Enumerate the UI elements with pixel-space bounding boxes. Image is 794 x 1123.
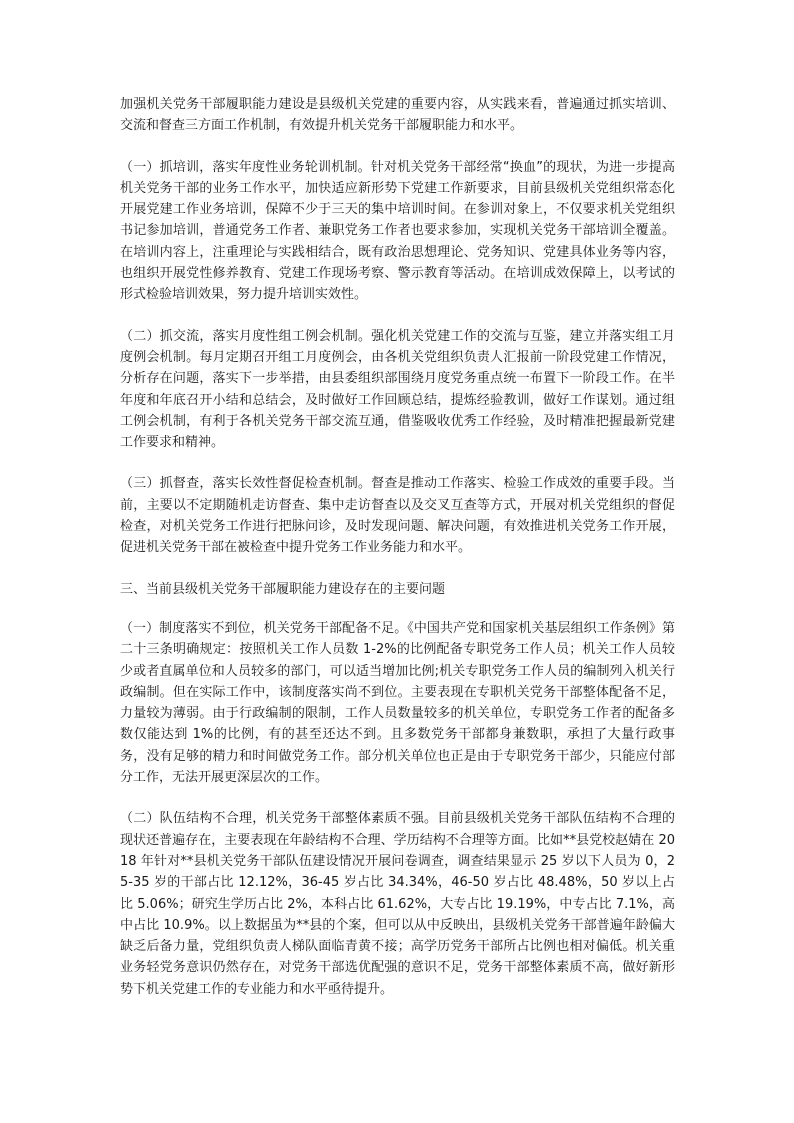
- intro-paragraph: 加强机关党务干部履职能力建设是县级机关党建的重要内容，从实践来看，普遍通过抓实培训、交流和督查三方面工作机制，有效提升机关党务干部履职能力和水平。: [120, 97, 675, 134]
- structure-problem-paragraph: （二）队伍结构不合理，机关党务干部整体素质不强。目前县级机关党务干部队伍结构不合理的现状还普遍存在，主要表现在年龄结构不合理、学历结构不合理等方面。比如**县党校赵婧在 2018 年针对**县机关党务干部队伍建设情况开展问卷调查，调查结果显示 25 岁以下人员为 0，25-35 岁的干部占比 12.12%，36-45 岁占比 34.34%，46-50 岁占比 48.48%，50 岁以上占比 5.06%；研究生学历占比 2%，本科占比 61.62%，大专占比 19.19%，中专占比 7.1%，高中占比 10.9%。以上数据虽为**县的个案，但可以从中反映出，县级机关党务干部普遍年龄偏大缺乏后备力量，党组织负责人梯队面临青黄不接；高学历党务干部所占比例也相对偏低。机关重业务轻党务意识仍然存在，对党务干部选优配强的意识不足，党务干部整体素质不高，做好新形势下机关党建工作的专业能力和水平亟待提升。: [120, 811, 675, 997]
- staffing-problem-paragraph: （一）制度落实不到位，机关党务干部配备不足。《中国共产党和国家机关基层组织工作条例》第二十三条明确规定：按照机关工作人员数 1-2%的比例配备专职党务工作人员；机关工作人员较少或者直属单位和人员较多的部门，可以适当增加比例;机关专职党务工作人员的编制列入机关行政编制。但在实际工作中，该制度落实尚不到位。主要表现在专职机关党务干部整体配备不足，力量较为薄弱。由于行政编制的限制，工作人员数量较多的机关单位，专职党务工作者的配备多数仅能达到 1%的比例，有的甚至还达不到。且多数党务干部都身兼数职，承担了大量行政事务，没有足够的精力和时间做党务工作。部分机关单位也正是由于专职党务干部少，只能应付部分工作，无法开展更深层次的工作。: [120, 620, 675, 786]
- training-mechanism-paragraph: （一）抓培训，落实年度性业务轮训机制。针对机关党务干部经常“换血”的现状，为进一步提高机关党务干部的业务工作水平，加快适应新形势下党建工作新要求，目前县级机关党组织常态化开展党建工作业务培训，保障不少于三天的集中培训时间。在参训对象上，不仅要求机关党组织书记参加培训，普通党务工作者、兼职党务工作者也要求参加，实现机关党务干部培训全覆盖。在培训内容上，注重理论与实践相结合，既有政治思想理论、党务知识、党建具体业务等内容，也组织开展党性修养教育、党建工作现场考察、警示教育等活动。在培训成效保障上，以考试的形式检验培训效果，努力提升培训实效性。: [120, 159, 675, 303]
- section-heading: 三、当前县级机关党务干部履职能力建设存在的主要问题: [120, 581, 446, 597]
- document-page: [120, 94, 675, 1020]
- inspection-mechanism-paragraph: （三）抓督查，落实长效性督促检查机制。督查是推动工作落实、检验工作成效的重要手段。当前，主要以不定期随机走访督查、集中走访督查以及交叉互查等方式，开展对机关党组织的督促检查，对机关党务工作进行把脉问诊，及时发现问题、解决问题，有效推进机关党务工作开展，促进机关党务干部在被检查中提升党务工作业务能力和水平。: [120, 476, 675, 556]
- exchange-mechanism-paragraph: （二）抓交流，落实月度性组工例会机制。强化机关党建工作的交流与互鉴，建立并落实组工月度例会机制。每月定期召开组工月度例会，由各机关党组织负责人汇报前一阶段党建工作情况，分析存在问题，落实下一步举措，由县委组织部围绕月度党务重点统一布置下一阶段工作。在半年度和年底召开小结和总结会，及时做好工作回顾总结，提炼经验教训，做好工作谋划。通过组工例会机制，有利于各机关党务干部交流互通，借鉴吸收优秀工作经验，及时精准把握最新党建工作要求和精神。: [120, 328, 675, 451]
